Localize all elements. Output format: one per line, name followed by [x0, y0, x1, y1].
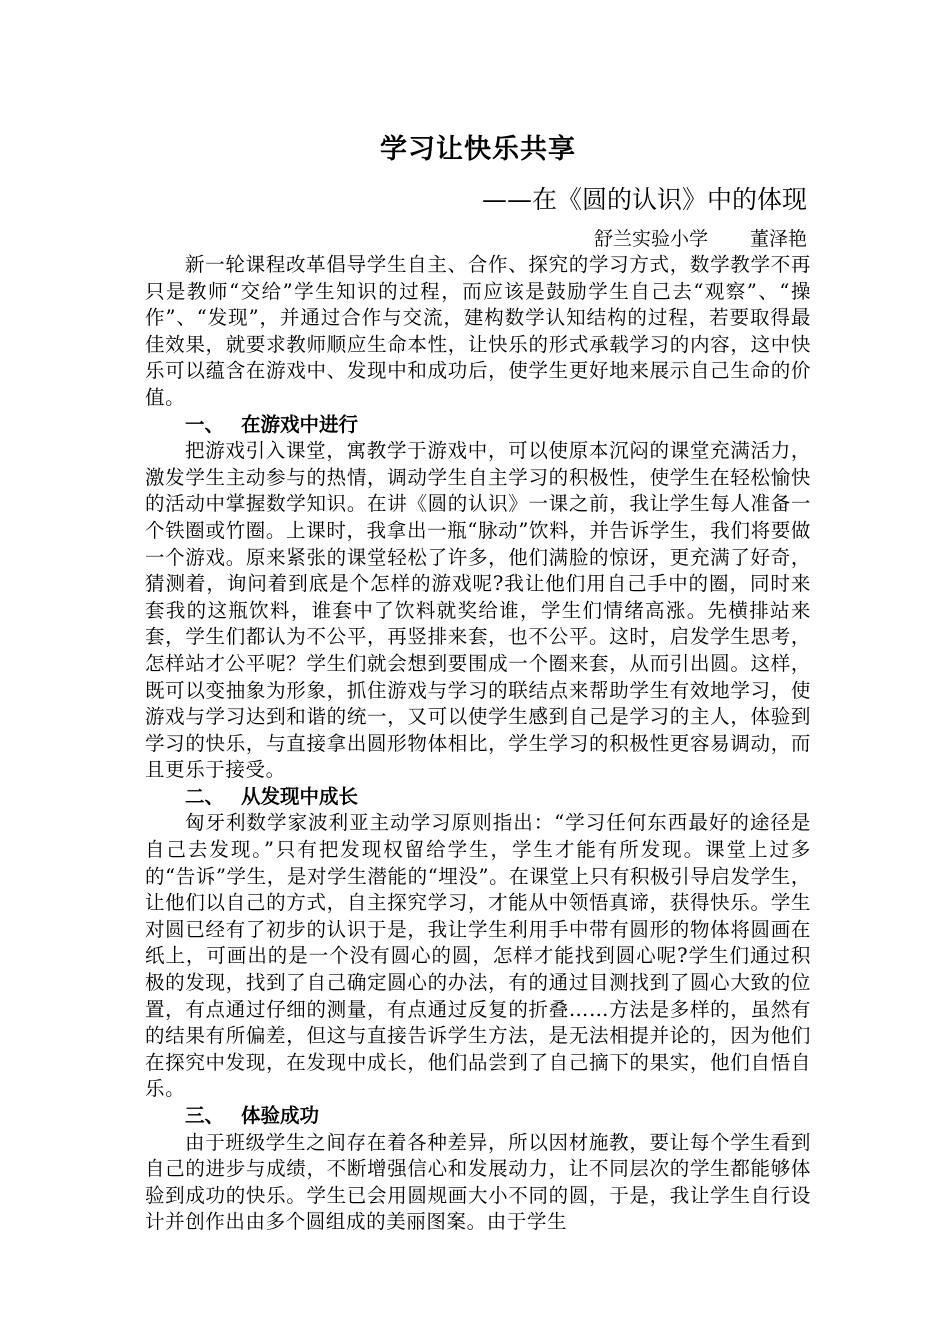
intro-paragraph: 新一轮课程改革倡导学生自主、合作、探究的学习方式，数学教学不再只是教师“交给”学生知识的过程，而应该是鼓励学生自己去“观察”、“操作”、“发现”，并通过合作与交流，建构数学认知结构的过程，若要取得最佳效果，就要求教师顺应生命本性，让快乐的形式承载学习的内容，这中快乐可以蕴含在游戏中、发现中和成功后，使学生更好地来展示自己生命的价值。 [145, 253, 811, 409]
author-name: 董泽艳 [749, 228, 807, 250]
document-title: 学习让快乐共享 [380, 134, 576, 165]
document-page [145, 130, 811, 1236]
section-title-2: 从发现中成长 [241, 784, 359, 808]
section-heading-1 [145, 412, 811, 439]
byline [145, 226, 811, 252]
section-heading-2 [145, 784, 811, 811]
section-paragraph-3: 由于班级学生之间存在着各种差异，所以因材施教，要让每个学生看到自己的进步与成绩，不断增强信心和发展动力，让不同层次的学生都能够体验到成功的快乐。学生已会用圆规画大小不同的圆，于是，我让学生自行设计并创作出由多个圆组成的美丽图案。由于学生 [145, 1130, 811, 1234]
section-heading-3 [145, 1103, 811, 1130]
document-subtitle: ——在《圆的认识》中的体现 [481, 185, 807, 214]
section-number-1: 一、 [185, 412, 225, 436]
section-title-1: 在游戏中进行 [241, 412, 359, 436]
section-paragraph-2: 匈牙利数学家波利亚主动学习原则指出：“学习任何东西最好的途径是自己去发现。”只有把发现权留给学生，学生才能有所发现。课堂上过多的“告诉”学生，是对学生潜能的“埋没”。在课堂上只有积极引导启发学生，让他们以自己的方式，自主探究学习，才能从中领悟真谛，获得快乐。学生对圆已经有了初步的认识于是，我让学生利用手中带有圆形的物体将圆画在纸上，可画出的是一个没有圆心的圆，怎样才能找到圆心呢?学生们通过积极的发现，找到了自己确定圆心的办法，有的通过目测找到了圆心大致的位置，有点通过仔细的测量，有点通过反复的折叠……方法是多样的，虽然有的结果有所偏差，但这与直接告诉学生方法，是无法相提并论的，因为他们在探究中发现，在发现中成长，他们品尝到了自己摘下的果实，他们自悟自乐。 [145, 811, 811, 1101]
section-number-3: 三、 [185, 1104, 225, 1127]
section-number-2: 二、 [185, 784, 225, 808]
section-title-3: 体验成功 [241, 1104, 320, 1127]
school-name: 舒兰实验小学 [593, 228, 708, 250]
section-paragraph-1: 把游戏引入课堂，寓教学于游戏中，可以使原本沉闷的课堂充满活力，激发学生主动参与的热情，调动学生自主学习的积极性，使学生在轻松愉快的活动中掌握数学知识。在讲《圆的认识》一课之前，我让学生每人准备一个铁圈或竹圈。上课时，我拿出一瓶“脉动”饮料，并告诉学生，我们将要做一个游戏。原来紧张的课堂轻松了许多，他们满脸的惊讶，更充满了好奇，猜测着，询问着到底是个怎样的游戏呢?我让他们用自己手中的圈，同时来套我的这瓶饮料，谁套中了饮料就奖给谁，学生们情绪高涨。先横排站来套，学生们都认为不公平，再竖排来套，也不公平。这时，启发学生思考，怎样站才公平呢？学生们就会想到要围成一个圈来套，从而引出圆。这样，既可以变抽象为形象，抓住游戏与学习的联结点来帮助学生有效地学习，使游戏与学习达到和谐的统一，又可以使学生感到自己是学习的主人，体验到学习的快乐，与直接拿出圆形物体相比，学生学习的积极性更容易调动，而且更乐于接受。 [145, 439, 811, 782]
